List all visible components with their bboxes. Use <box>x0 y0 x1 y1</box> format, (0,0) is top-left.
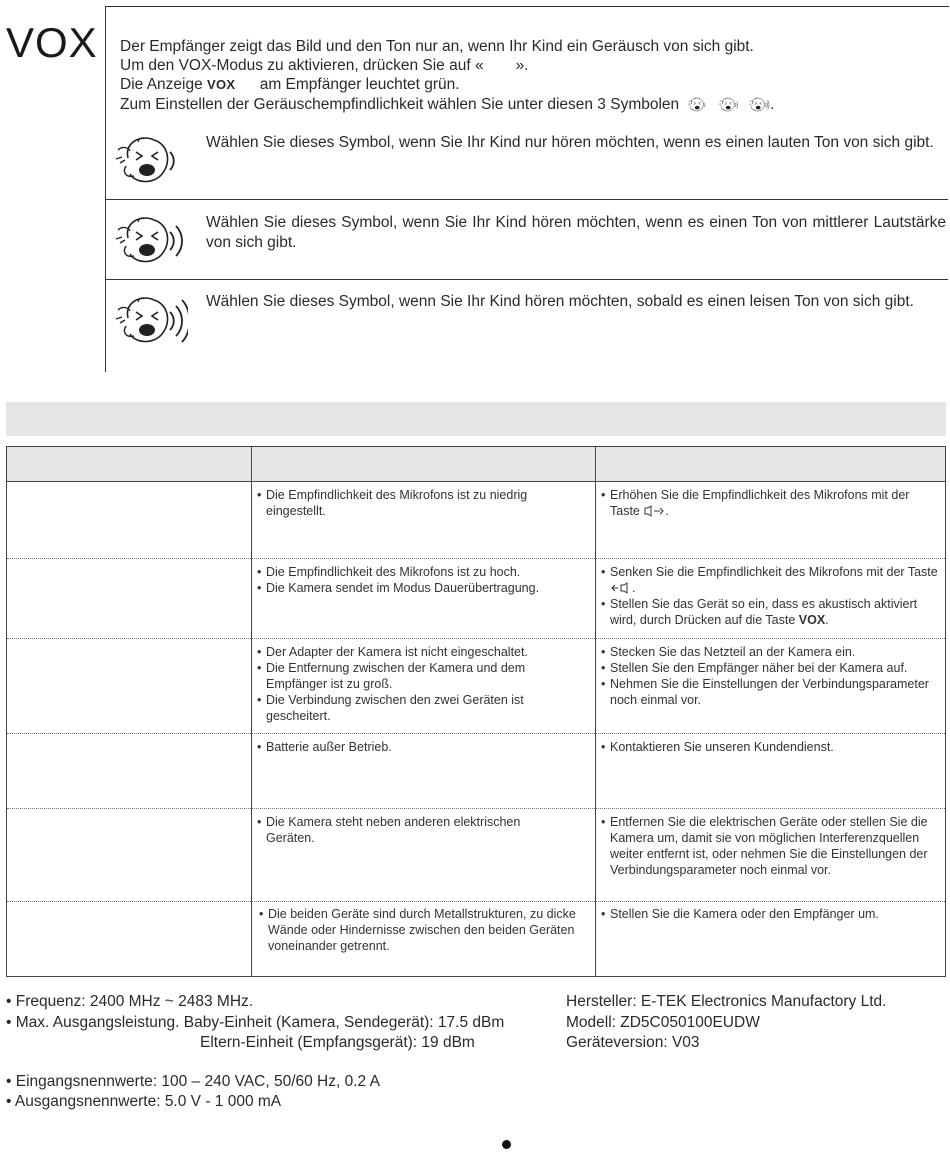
solution-item: • Kontaktieren Sie unseren Kundendienst. <box>601 739 939 755</box>
volume-up-key-icon <box>643 505 665 517</box>
table-row-4-cause <box>257 739 587 755</box>
section-heading-vox: VOX <box>6 19 98 66</box>
troubleshooting-table <box>6 446 946 977</box>
cause-item: • Batterie außer Betrieb. <box>257 739 587 755</box>
cause-item: • Die Verbindung zwischen den zwei Geräten ist gescheitert. <box>257 692 567 724</box>
solution-item <box>601 564 939 596</box>
table-row-3-solution <box>601 644 939 708</box>
solution-text: Stellen Sie das Gerät so ein, dass es akustisch aktiviert wird, durch Drücken auf die Taste <box>610 597 918 627</box>
vox-option-divider <box>105 199 948 200</box>
vox-intro-line-4-text: Zum Einstellen der Geräuschempfindlichkeit wählen Sie unter diesen 3 Symbolen <box>120 96 680 113</box>
table-row-4-solution <box>601 739 939 755</box>
solution-item <box>601 487 939 519</box>
vox-intro-line-3 <box>120 76 460 93</box>
spec-frequency: • Frequenz: 2400 MHz ~ 2483 MHz. <box>6 993 254 1010</box>
volume-down-key-icon <box>610 582 632 594</box>
cause-item: • Die Kamera sendet im Modus Dauerübertragung. <box>257 580 587 596</box>
solution-item: • Stellen Sie den Empfänger näher bei der Kamera auf. <box>601 660 939 676</box>
troubleshooting-title-band <box>6 402 946 436</box>
vox-intro-line-1: Der Empfänger zeigt das Bild und den Ton nur an, wenn Ihr Kind ein Geräusch von sich gibt. <box>120 38 754 55</box>
baby-loud-mini-icon <box>683 95 709 113</box>
table-row-1-solution <box>601 487 939 519</box>
vox-intro-line-3-end: am Empfänger leuchtet grün. <box>259 76 460 93</box>
table-row-2-cause <box>257 564 587 596</box>
solution-item <box>601 596 939 628</box>
baby-quiet-icon <box>108 288 188 348</box>
cause-item: • Der Adapter der Kamera ist nicht eingeschaltet. <box>257 644 567 660</box>
table-row-6-solution <box>601 906 939 922</box>
manufacturer: Hersteller: E-TEK Electronics Manufactory Ltd. <box>566 993 887 1010</box>
table-row-1-cause <box>257 487 587 519</box>
solution-item: • Entfernen Sie die elektrischen Geräte oder stellen Sie die Kamera um, damit sie von möglichen Interferenzquellen weiter entfernt ist, oder nehmen Sie die Einstellungen der Verbindungsparameter noch einmal vor. <box>601 814 943 878</box>
table-row-5-solution <box>601 814 943 878</box>
solution-text-end: . <box>665 504 669 518</box>
column-divider <box>595 447 596 976</box>
solution-item: • Nehmen Sie die Einstellungen der Verbindungsparameter noch einmal vor. <box>601 676 939 708</box>
vox-option-medium-text: Wählen Sie dieses Symbol, wenn Sie Ihr Kind hören möchten, wenn es einen Ton von mittlerer Lautstärke von sich gibt. <box>206 214 946 251</box>
vox-option-loud-text: Wählen Sie dieses Symbol, wenn Sie Ihr Kind nur hören möchten, wenn es einen lauten Ton von sich gibt. <box>206 134 934 151</box>
solution-text: Erhöhen Sie die Empfindlichkeit des Mikrofons mit der Taste <box>610 488 910 518</box>
vox-intro-line-2-start: Um den VOX-Modus zu aktivieren, drücken Sie auf « <box>120 57 484 74</box>
baby-loud-icon <box>108 128 188 188</box>
baby-medium-mini-icon <box>714 95 740 113</box>
solution-item: • Stecken Sie das Netzteil an der Kamera ein. <box>601 644 939 660</box>
cause-item: • Die beiden Geräte sind durch Metallstrukturen, zu dicke Wände oder Hindernisse zwischen den beiden Geräten voneinander getrennt. <box>259 906 593 954</box>
spec-output-power-baby: • Max. Ausgangsleistung. Baby-Einheit (Kamera, Sendegerät): 17.5 dBm <box>6 1014 505 1031</box>
vox-intro-line-3-start: Die Anzeige <box>120 76 203 93</box>
solution-text-end: . <box>825 613 829 627</box>
cause-item: • Die Entfernung zwischen der Kamera und dem Empfänger ist zu groß. <box>257 660 567 692</box>
solution-text: Senken Sie die Empfindlichkeit des Mikrofons mit der Taste <box>610 565 938 579</box>
row-divider <box>7 733 945 734</box>
spec-input-rating: • Eingangsnennwerte: 100 – 240 VAC, 50/60 Hz, 0.2 A <box>6 1073 380 1090</box>
page-marker-dot <box>502 1140 511 1149</box>
row-divider <box>7 638 945 639</box>
table-row-6-cause <box>259 906 593 954</box>
vox-option-quiet-text: Wählen Sie dieses Symbol, wenn Sie Ihr Kind hören möchten, sobald es einen leisen Ton von sich gibt. <box>206 293 914 310</box>
baby-quiet-mini-icon <box>744 95 770 113</box>
row-divider <box>7 558 945 559</box>
column-divider <box>251 447 252 976</box>
table-header-row <box>7 447 945 482</box>
row-divider <box>7 808 945 809</box>
cause-item: • Die Kamera steht neben anderen elektrischen Geräten. <box>257 814 567 846</box>
device-version: Geräteversion: V03 <box>566 1034 700 1051</box>
solution-text-end: . <box>632 581 636 595</box>
model-number: Modell: ZD5C050100EUDW <box>566 1014 760 1031</box>
vox-key-label: VOX <box>798 613 826 627</box>
vox-indicator-label: VOX <box>207 77 236 92</box>
solution-item: • Stellen Sie die Kamera oder den Empfänger um. <box>601 906 939 922</box>
baby-medium-icon <box>108 208 188 268</box>
row-divider <box>7 901 945 902</box>
table-row-5-cause <box>257 814 567 846</box>
vox-option-divider <box>105 279 948 280</box>
spec-output-rating: • Ausgangsnennwerte: 5.0 V - 1 000 mA <box>6 1093 282 1110</box>
vox-intro-line-4 <box>120 95 774 113</box>
cause-item: • Die Empfindlichkeit des Mikrofons ist zu niedrig eingestellt. <box>257 487 587 519</box>
cause-item: • Die Empfindlichkeit des Mikrofons ist zu hoch. <box>257 564 587 580</box>
vox-intro-line-2 <box>120 57 529 74</box>
vox-intro-line-4-period: . <box>770 96 775 113</box>
vox-intro-line-2-end: ». <box>515 57 529 74</box>
spec-output-power-parent: Eltern-Einheit (Empfangsgerät): 19 dBm <box>200 1034 475 1051</box>
table-row-2-solution <box>601 564 939 628</box>
table-row-3-cause <box>257 644 567 724</box>
